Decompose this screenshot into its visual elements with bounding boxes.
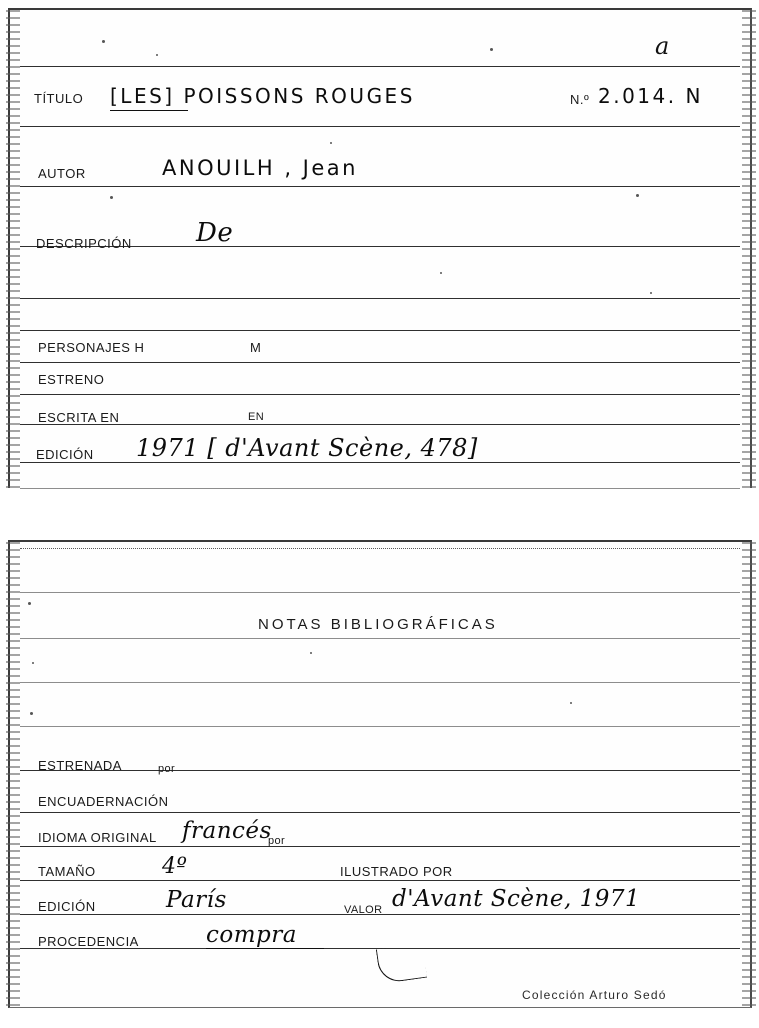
scan-speck xyxy=(102,40,105,43)
rule-line xyxy=(20,726,740,727)
value-idioma-original: francés xyxy=(182,818,272,844)
stray-pen-stroke xyxy=(376,943,427,984)
scan-speck xyxy=(330,142,332,144)
label-escrita-en-2: EN xyxy=(248,411,265,423)
scan-speck xyxy=(650,292,652,294)
scan-edge-noise-left xyxy=(6,10,20,488)
label-idioma-original: IDIOMA ORIGINAL xyxy=(38,830,157,845)
hand-stroke xyxy=(110,110,188,111)
scan-speck xyxy=(28,602,31,605)
scan-speck xyxy=(310,652,312,654)
rule-line xyxy=(20,682,740,683)
rule-line xyxy=(20,126,740,127)
label-escrita-en: ESCRITA EN xyxy=(38,410,120,425)
scan-speck xyxy=(440,272,442,274)
rule-line xyxy=(20,462,740,463)
value-titulo: [LES] POISSONS ROUGES xyxy=(110,84,415,108)
hand-stroke xyxy=(206,948,324,949)
scan-speck xyxy=(156,54,158,56)
collection-credit: Colección Arturo Sedó xyxy=(522,988,667,1002)
label-autor: AUTOR xyxy=(38,166,86,181)
label-idioma-por: por xyxy=(268,835,286,847)
label-personajes-m: M xyxy=(250,340,262,355)
label-ilustrado-por: ILUSTRADO POR xyxy=(340,864,453,879)
rule-line xyxy=(20,330,740,331)
label-estreno: ESTRENO xyxy=(38,372,105,387)
value-valor: d'Avant Scène, 1971 xyxy=(392,886,641,912)
rule-line xyxy=(20,638,740,639)
scan-edge-noise-left xyxy=(6,542,20,1007)
rule-line xyxy=(20,186,740,187)
value-numero: 2.014. N xyxy=(598,84,703,108)
value-procedencia: compra xyxy=(206,922,297,948)
label-personajes-h: PERSONAJES H xyxy=(38,340,145,355)
rule-line xyxy=(20,394,740,395)
rule-line xyxy=(20,488,740,489)
rule-line xyxy=(20,846,740,847)
rule-line xyxy=(20,770,740,771)
rule-line xyxy=(20,812,740,813)
label-procedencia: PROCEDENCIA xyxy=(38,934,139,949)
label-titulo: TÍTULO xyxy=(34,91,84,106)
rule-line xyxy=(20,66,740,67)
value-edicion: 1971 [ d'Avant Scène, 478] xyxy=(136,434,478,462)
corner-annotation: a xyxy=(655,32,670,60)
label-estrenada: ESTRENADA xyxy=(38,758,122,773)
rule-line xyxy=(20,548,740,549)
scan-speck xyxy=(490,48,493,51)
catalog-card-bottom xyxy=(8,540,752,1008)
scan-speck xyxy=(636,194,639,197)
label-valor: VALOR xyxy=(344,904,383,916)
label-descripcion: DESCRIPCIÓN xyxy=(36,236,132,251)
value-autor: ANOUILH , Jean xyxy=(162,156,358,180)
scan-speck xyxy=(570,702,572,704)
value-descripcion: De xyxy=(196,218,234,248)
scan-edge-noise-right xyxy=(742,10,756,488)
label-estrenada-por-suffix: por xyxy=(158,763,176,775)
label-edicion: EDICIÓN xyxy=(38,899,96,914)
section-title-notas-bibliograficas: NOTAS BIBLIOGRÁFICAS xyxy=(258,616,498,633)
label-tamano: TAMAÑO xyxy=(38,864,96,879)
rule-line xyxy=(20,592,740,593)
scan-speck xyxy=(110,196,113,199)
value-tamano: 4º xyxy=(162,854,188,879)
scan-edge-noise-right xyxy=(742,542,756,1007)
label-edicion: EDICIÓN xyxy=(36,447,94,462)
scan-speck xyxy=(32,662,34,664)
rule-line xyxy=(20,424,740,425)
label-numero: N.º xyxy=(570,92,590,107)
catalog-card-top xyxy=(8,8,752,488)
rule-line xyxy=(20,298,740,299)
rule-line xyxy=(20,880,740,881)
label-encuadernacion: ENCUADERNACIÓN xyxy=(38,794,169,809)
scan-speck xyxy=(30,712,33,715)
value-edicion: París xyxy=(166,887,227,913)
rule-line xyxy=(20,362,740,363)
